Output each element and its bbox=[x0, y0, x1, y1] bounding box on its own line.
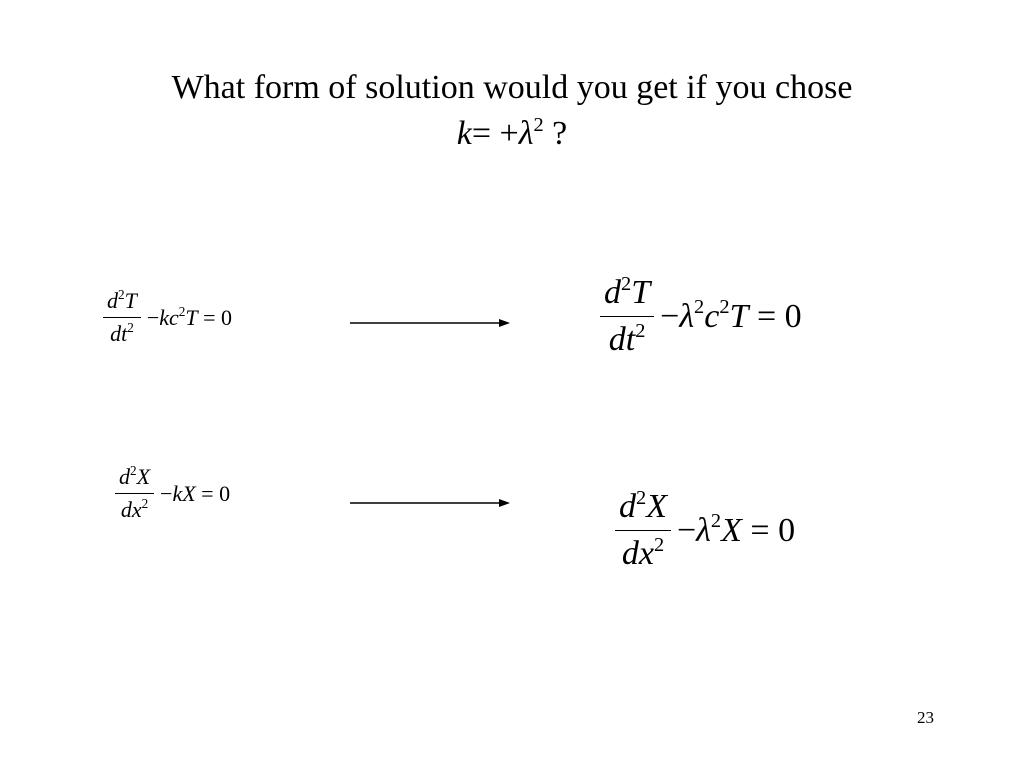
title-lambda-exponent: 2 bbox=[533, 113, 544, 136]
fraction-denominator: $dt^2$ bbox=[110, 320, 134, 346]
equation-rest: $-kc^2T = 0$ bbox=[146, 303, 233, 330]
fraction-denominator: $dt^2$ bbox=[608, 319, 646, 358]
right-arrow-icon bbox=[350, 318, 510, 328]
fraction-d2T-dt2 bbox=[103, 288, 141, 347]
fraction-d2T-dt2 bbox=[600, 274, 654, 359]
title-question-mark: ? bbox=[543, 115, 568, 152]
equation-rest: $-\lambda^2c^2T = 0$ bbox=[660, 296, 802, 335]
fraction-denominator: $dx^2$ bbox=[621, 533, 665, 572]
fraction-numerator: $d^2X$ bbox=[119, 463, 151, 489]
slide-title-line-1: What form of solution would you get if you chose bbox=[171, 69, 853, 106]
equation-rest: $-\lambda^2X = 0$ bbox=[676, 510, 796, 549]
equation-time-lambda bbox=[600, 274, 802, 359]
fraction-numerator: $d^2T$ bbox=[107, 287, 137, 313]
title-equals-plus: = + bbox=[471, 115, 519, 152]
page-number: 23 bbox=[917, 708, 934, 727]
right-arrow-icon bbox=[350, 498, 510, 508]
fraction-numerator: $d^2X$ bbox=[619, 486, 667, 525]
slide-title-line-2 bbox=[0, 114, 1024, 154]
fraction-d2X-dx2 bbox=[615, 488, 671, 573]
title-lambda: λ bbox=[518, 115, 534, 152]
equation-space-lambda bbox=[615, 488, 795, 573]
title-k-variable: k bbox=[456, 115, 472, 152]
fraction-d2X-dx2 bbox=[115, 464, 154, 523]
equation-space-original bbox=[115, 464, 230, 523]
fraction-denominator: $dx^2$ bbox=[120, 496, 149, 522]
equation-rest: −kX = 0 bbox=[160, 480, 231, 506]
equation-time-original bbox=[103, 288, 232, 347]
fraction-numerator: $d^2T$ bbox=[604, 272, 651, 311]
